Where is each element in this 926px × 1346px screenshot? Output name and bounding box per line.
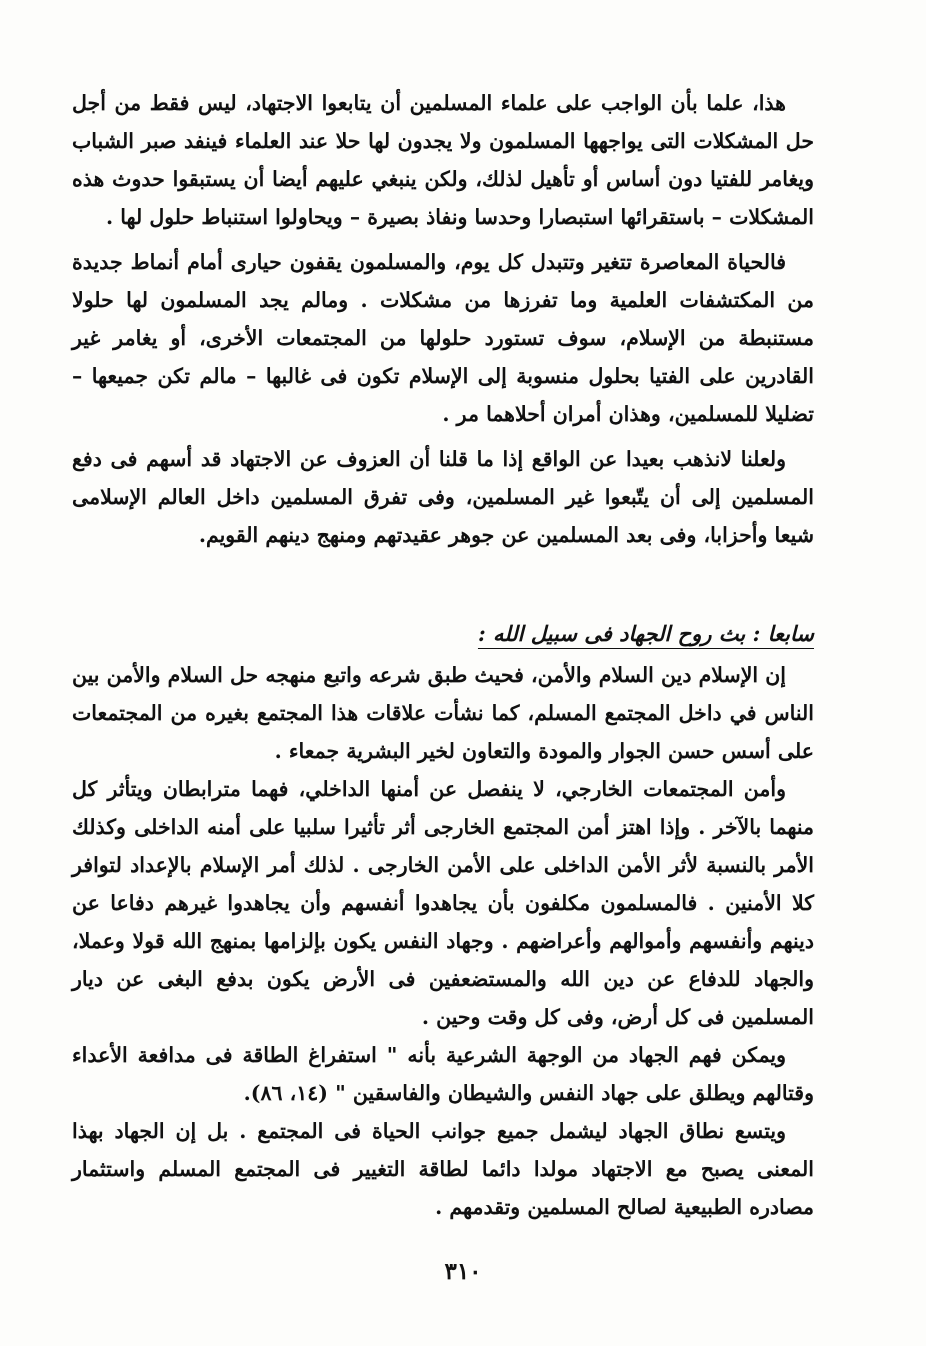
section-heading: سابعا : بث روح الجهاد فى سبيل الله : [477, 621, 814, 646]
paragraph-modern-life: فالحياة المعاصرة تتغير وتتبدل كل يوم، والمسلمون يقفون حيارى أمام أنماط جديدة من المكتشفات العلمية وما تفرزها من مشكلات . ومالم يجد المسلمون لها حلولا مستنبطة من الإسلام، سوف تستورد حلولها من المجتمعات الأخرى، أو يغامر غير القادرين على الفتيا بحلول منسوبة إلى الإسلام تكون فى غالبها – مالم تكن جميعها – تضليلا للمسلمين، وهذان أمران أحلاهما مر . [72, 250, 814, 426]
paragraph-jihad-definition: ويمكن فهم الجهاد من الوجهة الشرعية بأنه " استفراغ الطاقة فى مدافعة الأعداء وقتالهم ويطلق على جهاد النفس والشيطان والفاسقين " (١٤، ٨٦). [72, 1043, 814, 1105]
paragraph-islam-peace: إن الإسلام دين السلام والأمن، فحيث طبق شرعه واتبع منهجه حل السلام والأمن بين الناس في داخل المجتمع المسلم، كما نشأت علاقات هذا المجتمع بغيره من المجتمعات على أسس حسن الجوار والمودة والتعاون لخير البشرية جمعاء . [72, 663, 814, 763]
paragraph-ijtihad-duty: هذا، علما بأن الواجب على علماء المسلمين أن يتابعوا الاجتهاد، ليس فقط من أجل حل المشكلات التى يواجهها المسلمون ولا يجدون لها حلا عند العلماء فينفد صبر الشباب ويغامر للفتيا دون أساس أو تأهيل لذلك، ولكن ينبغي عليهم أيضا أن يستبقوا حدوث هذه المشكلات – باستقرائها استبصارا وحدسا ونفاذ بصيرة – ويحاولوا استنباط حلول لها . [72, 91, 814, 229]
paragraph-jihad-scope: ويتسع نطاق الجهاد ليشمل جميع جوانب الحياة فى المجتمع . بل إن الجهاد بهذا المعنى يصبح مع الاجتهاد مولدا دائما لطاقة التغيير فى المجتمع المسلم واستثمار مصادره الطبيعية لصالح المسلمين وتقدمهم . [72, 1119, 814, 1219]
paragraph-abstaining-ijtihad: ولعلنا لانذهب بعيدا عن الواقع إذا ما قلنا أن العزوف عن الاجتهاد قد أسهم فى دفع المسلمين إلى أن يتّبعوا غير المسلمين، وفى تفرق المسلمين داخل العالم الإسلامى شيعا وأحزابا، وفى بعد المسلمين عن جوهر عقيدتهم ومنهج دينهم القويم. [72, 447, 814, 547]
paragraph-external-security: وأمن المجتمعات الخارجي، لا ينفصل عن أمنها الداخلي، فهما مترابطان ويتأثر كل منهما بالآخر . وإذا اهتز أمن المجتمع الخارجى أثر تأثيرا سلبيا على أمنه الداخلى وكذلك الأمر بالنسبة لأثر الأمن الداخلى على الأمن الخارجى . لذلك أمر الإسلام بالإعداد لتوافر كلا الأمنين . فالمسلمون مكلفون بأن يجاهدوا أنفسهم وأن يجاهدوا غيرهم دفاعا عن دينهم وأنفسهم وأموالهم وأعراضهم . وجهاد النفس يكون بإلزامها بمنهج الله قولا وعملا، والجهاد للدفاع عن دين الله والمستضعفين فى الأرض يكون بدفع البغى عن ديار المسلمين فى كل أرض، وفى كل وقت وحين . [72, 777, 814, 1029]
section-two [72, 612, 814, 1226]
section-one [72, 84, 814, 561]
page-number: ٣١٠ [444, 1258, 482, 1285]
